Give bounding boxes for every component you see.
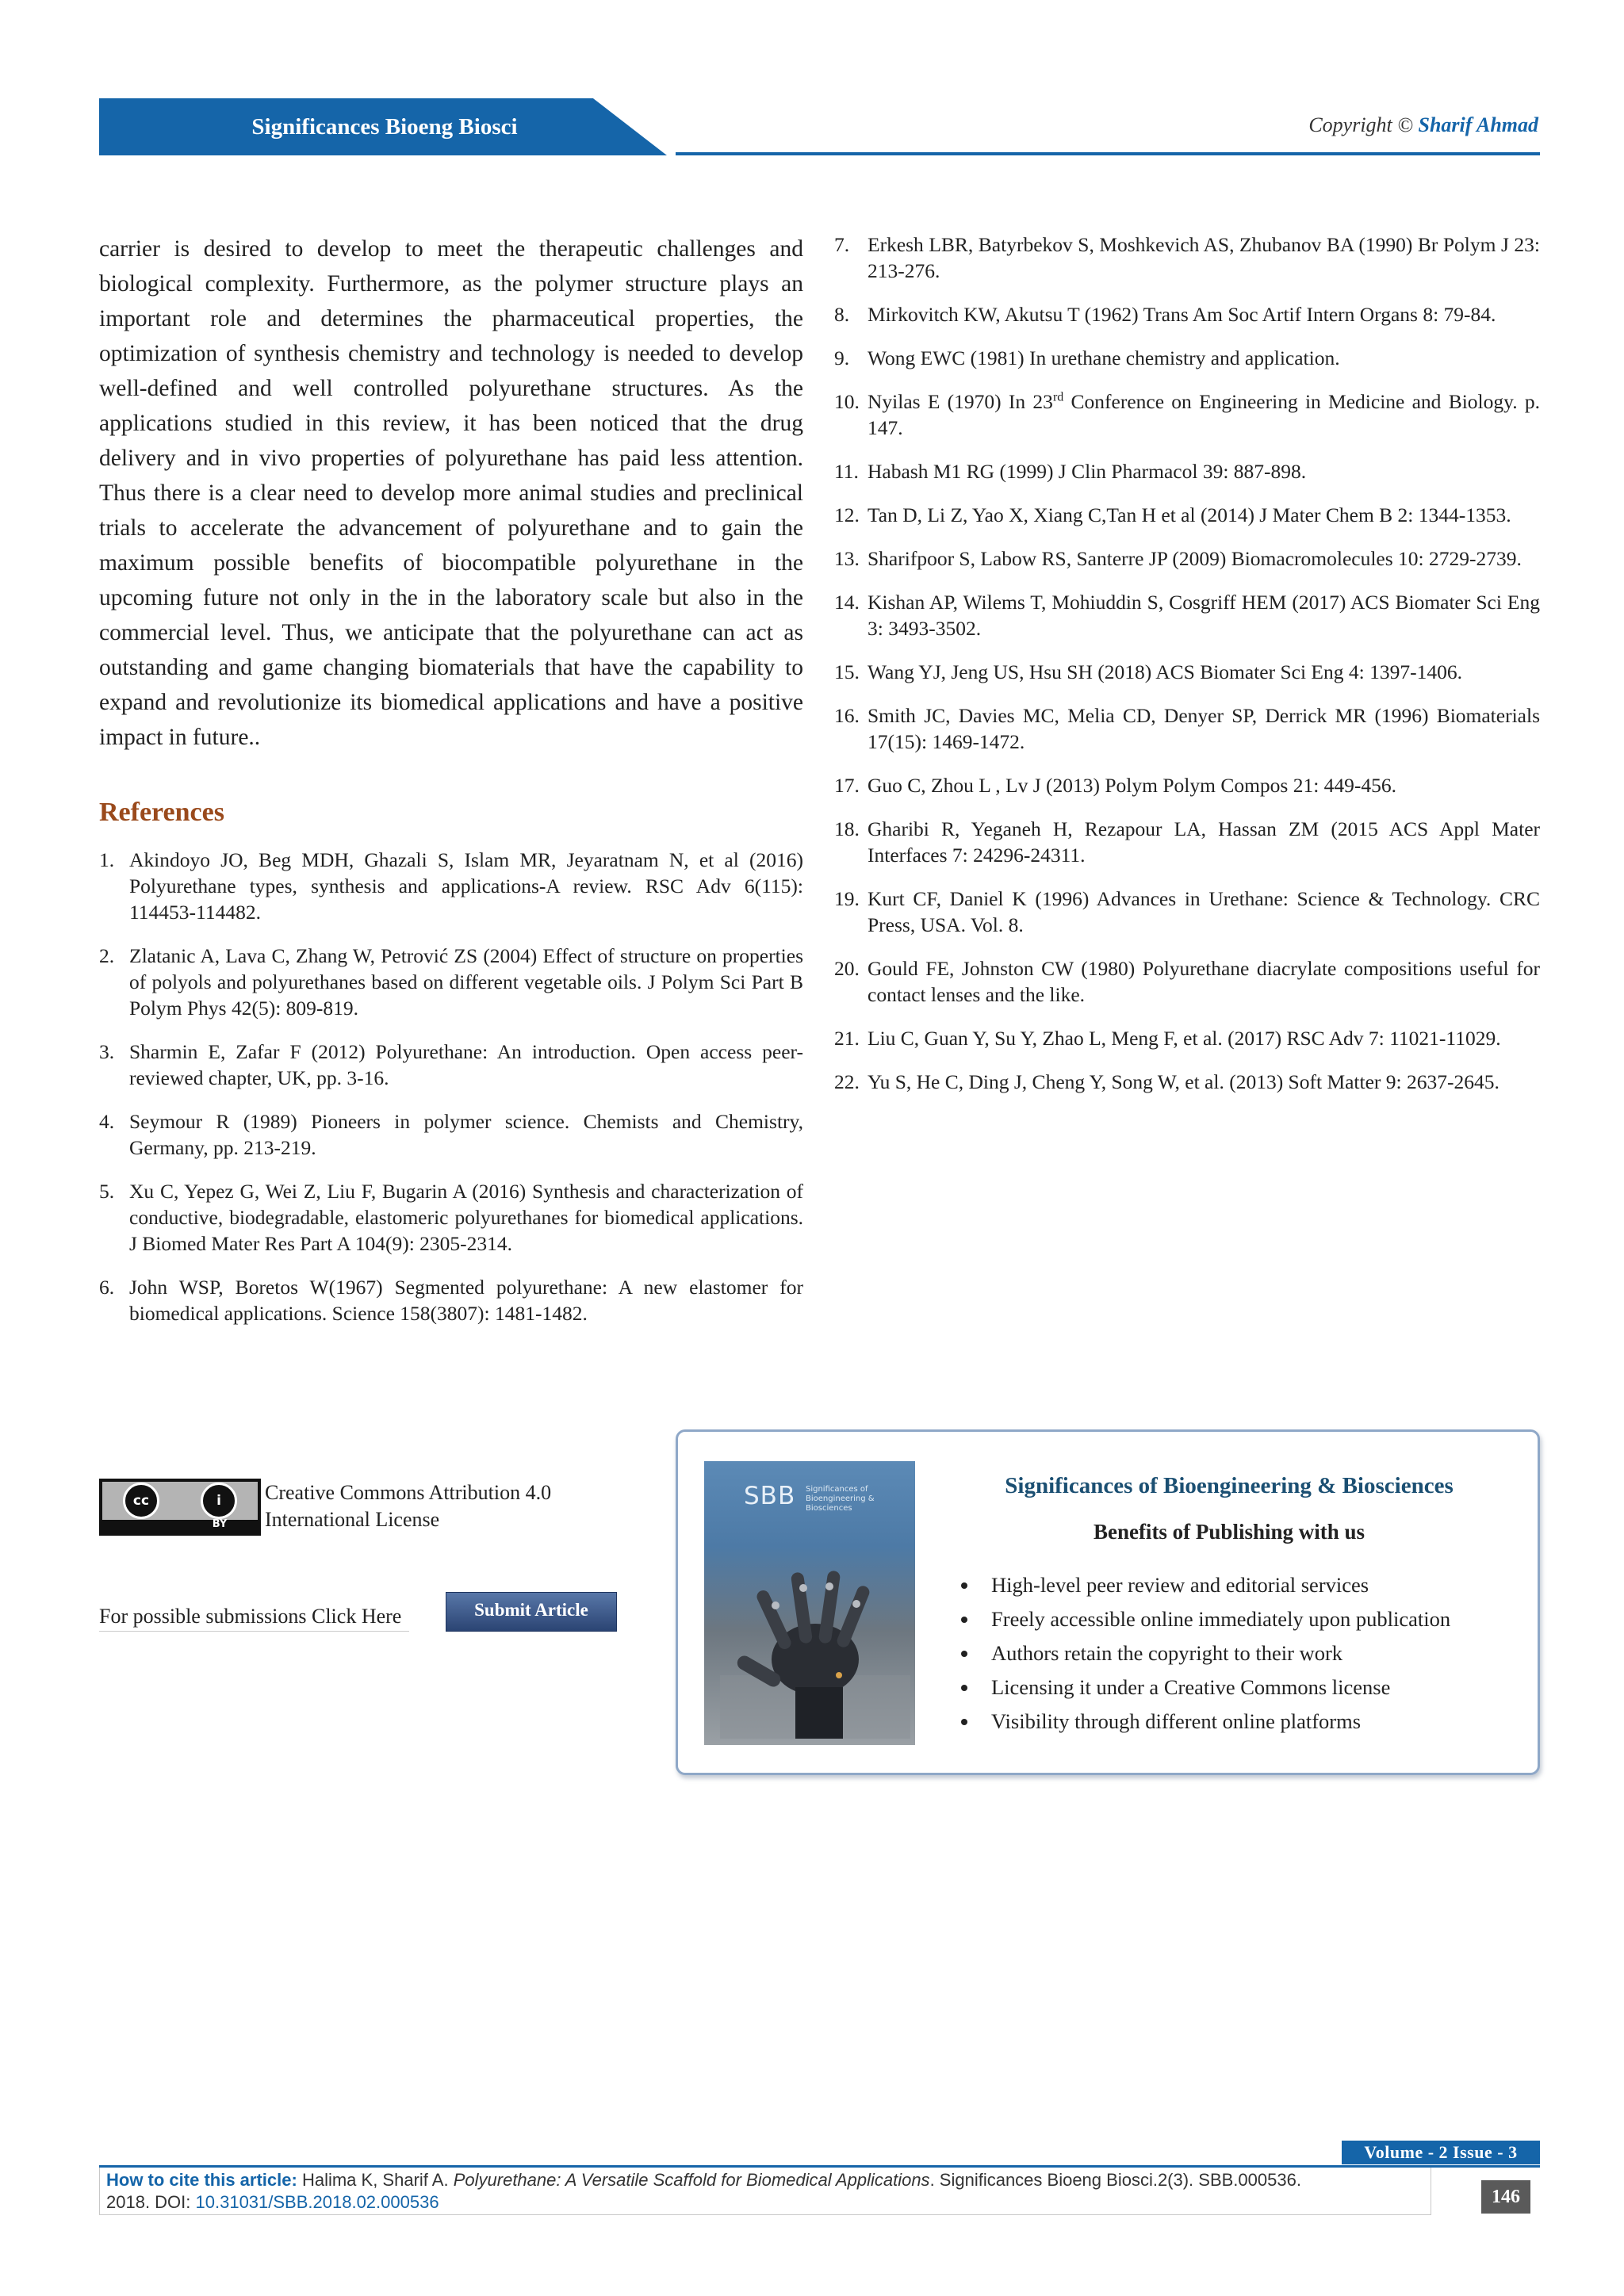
reference-number: 8. <box>834 303 850 326</box>
cite-label: How to cite this article: <box>106 2170 297 2190</box>
page-number: 146 <box>1481 2180 1530 2214</box>
submission-link[interactable] <box>99 1605 401 1628</box>
reference-text: Zlatanic A, Lava C, Zhang W, Petrović ZS (2004) Effect of structure on properties of polyols and polyurethanes based on different vegetable oils. J Polym Sci Part B Polym Phys 42(5): 809-819. <box>129 944 803 1020</box>
reference-number: 13. <box>834 547 860 570</box>
reference-text: Sharmin E, Zafar F (2012) Polyurethane: An introduction. Open access peer-reviewed chapter, UK, pp. 3-16. <box>129 1040 803 1089</box>
reference-item <box>99 847 803 925</box>
reference-text: Xu C, Yepez G, Wei Z, Liu F, Bugarin A (2016) Synthesis and characterization of conductive, biodegradable, elastomeric polyurethanes for biomedical applications. J Biomed Mater Res Part A 104(9): 2305-2314. <box>129 1180 803 1255</box>
copyright-notice <box>1308 113 1538 137</box>
citation-box <box>99 2168 1431 2215</box>
reference-text: Wang YJ, Jeng US, Hsu SH (2018) ACS Biomater Sci Eng 4: 1397-1406. <box>868 660 1462 683</box>
reference-item <box>834 545 1540 572</box>
reference-number: 12. <box>834 503 860 526</box>
robotic-hand-icon <box>720 1556 910 1739</box>
reference-item <box>834 1025 1540 1051</box>
reference-text: Liu C, Guan Y, Su Y, Zhao L, Meng F, et al. (2017) RSC Adv 7: 11021-11029. <box>868 1027 1501 1050</box>
reference-item <box>99 1108 803 1161</box>
reference-item <box>834 1069 1540 1095</box>
submission-label: For possible submissions Click Here <box>99 1605 402 1628</box>
reference-text: Habash M1 RG (1999) J Clin Pharmacol 39: 887-898. <box>868 460 1307 483</box>
reference-text: Smith JC, Davies MC, Melia CD, Denyer SP, Derrick MR (1996) Biomaterials 17(15): 1469-1472. <box>868 704 1540 753</box>
reference-number: 14. <box>834 591 860 614</box>
reference-text: Wong EWC (1981) In urethane chemistry and application. <box>868 346 1340 369</box>
benefit-item: Licensing it under a Creative Commons license <box>959 1670 1450 1705</box>
reference-text: Tan D, Li Z, Yao X, Xiang C,Tan H et al (2014) J Mater Chem B 2: 1344-1353. <box>868 503 1511 526</box>
reference-item <box>834 388 1540 441</box>
benefit-item: Freely accessible online immediately upon publication <box>959 1602 1450 1636</box>
volume-issue-badge: Volume - 2 Issue - 3 <box>1342 2141 1540 2164</box>
reference-text: Guo C, Zhou L , Lv J (2013) Polym Polym Compos 21: 449-456. <box>868 774 1397 797</box>
reference-number: 16. <box>834 704 860 727</box>
reference-item <box>834 772 1540 798</box>
reference-number: 21. <box>834 1027 860 1050</box>
reference-item <box>99 1039 803 1091</box>
reference-item <box>99 943 803 1021</box>
copyright-prefix: Copyright © <box>1308 113 1414 136</box>
reference-item <box>834 502 1540 528</box>
reference-item <box>834 589 1540 641</box>
reference-number: 2. <box>99 944 115 967</box>
reference-number: 5. <box>99 1180 115 1203</box>
reference-item <box>834 659 1540 685</box>
reference-text: Sharifpoor S, Labow RS, Santerre JP (2009) Biomacromolecules 10: 2729-2739. <box>868 547 1522 570</box>
journal-cover-image[interactable] <box>704 1461 915 1745</box>
cc-icon: cc <box>123 1483 159 1519</box>
reference-number: 7. <box>834 233 850 256</box>
header-rule <box>676 152 1540 155</box>
reference-item <box>834 816 1540 868</box>
reference-text: John WSP, Boretos W(1967) Segmented polyurethane: A new elastomer for biomedical applications. Science 158(3807): 1481-1482. <box>129 1276 803 1325</box>
cite-details: . Significances Bioeng Biosci.2(3). SBB.000536. <box>929 2170 1301 2190</box>
reference-number: 1. <box>99 848 115 871</box>
references-heading: References <box>99 798 224 827</box>
reference-number: 22. <box>834 1070 860 1093</box>
reference-text: Mirkovitch KW, Akutsu T (1962) Trans Am Soc Artif Intern Organs 8: 79-84. <box>868 303 1496 326</box>
reference-item <box>834 232 1540 284</box>
promo-journal-title: Significances of Bioengineering & Biosciences <box>1005 1473 1454 1498</box>
conclusion-paragraph: carrier is desired to develop to meet the therapeutic challenges and biological complexity. Furthermore, as the polymer structure plays an important role and determines the pharmaceutical properties, the optimization of synthesis chemistry and technology is needed to develop well-defined and well controlled polyurethane structures. As the applications studied in this review, it has been noticed that the drug delivery and in vivo properties of polyurethane has paid less attention. Thus there is a clear need to develop more animal studies and preclinical trials to accelerate the advancement of polyurethane and to gain the maximum possible benefits of biocompatible polyurethane in the upcoming future not only in the in the laboratory scale but also in the commercial level. Thus, we anticipate that the polyurethane can act as outstanding and game changing biomaterials that have the capability to expand and revolutionize its biomedical applications and have a positive impact in future.. <box>99 236 803 750</box>
submit-article-button[interactable]: Submit Article <box>446 1592 617 1632</box>
reference-number: 4. <box>99 1110 115 1133</box>
reference-item <box>834 886 1540 938</box>
reference-text: Seymour R (1989) Pioneers in polymer science. Chemists and Chemistry, Germany, pp. 213-219. <box>129 1110 803 1159</box>
journal-short-title: Significances Bioeng Biosci <box>251 113 518 140</box>
reference-item <box>834 702 1540 755</box>
benefit-item: Authors retain the copyright to their work <box>959 1636 1450 1670</box>
benefit-item: Visibility through different online platforms <box>959 1705 1450 1739</box>
cc-by-label: BY <box>212 1518 228 1530</box>
cite-title: Polyurethane: A Versatile Scaffold for Biomedical Applications <box>453 2170 930 2190</box>
reference-item <box>834 458 1540 484</box>
reference-number: 19. <box>834 887 860 910</box>
cover-logo: SBB <box>744 1482 796 1510</box>
reference-superscript: rd <box>1052 390 1064 404</box>
cite-authors: Halima K, Sharif A. <box>301 2170 449 2190</box>
cover-subtitle: Significances of Bioengineering & Biosciences <box>806 1485 875 1513</box>
cc-by-license-badge[interactable] <box>99 1479 261 1536</box>
reference-text: Kurt CF, Daniel K (1996) Advances in Urethane: Science & Technology. CRC Press, USA. Vol. 8. <box>868 887 1540 936</box>
reference-number: 20. <box>834 957 860 980</box>
attribution-icon: i <box>201 1483 237 1519</box>
reference-text: Akindoyo JO, Beg MDH, Ghazali S, Islam MR, Jeyaratnam N, et al (2016) Polyurethane types, synthesis and applications-A review. RSC Adv 6(115): 114453-114482. <box>129 848 803 924</box>
reference-number: 6. <box>99 1276 115 1299</box>
license-text: Creative Commons Attribution 4.0 International License <box>265 1481 552 1531</box>
reference-item <box>834 345 1540 371</box>
reference-item <box>99 1178 803 1257</box>
reference-list-right <box>834 232 1540 1112</box>
reference-number: 11. <box>834 460 859 483</box>
reference-number: 17. <box>834 774 860 797</box>
reference-number: 3. <box>99 1040 115 1063</box>
reference-text: Erkesh LBR, Batyrbekov S, Moshkevich AS, Zhubanov BA (1990) Br Polym J 23: 213-276. <box>868 233 1540 282</box>
doi-link[interactable]: 10.31031/SBB.2018.02.000536 <box>195 2192 439 2212</box>
reference-text: Gould FE, Johnston CW (1980) Polyurethane diacrylate compositions useful for contact lenses and the like. <box>868 957 1540 1006</box>
reference-text: Gharibi R, Yeganeh H, Rezapour LA, Hassan ZM (2015 ACS Appl Mater Interfaces 7: 24296-24311. <box>868 817 1540 867</box>
reference-number: 15. <box>834 660 860 683</box>
promo-subtitle: Benefits of Publishing with us <box>1093 1520 1365 1544</box>
reference-text-before: Nyilas E (1970) In 23 <box>868 390 1053 413</box>
reference-item <box>99 1274 803 1326</box>
benefit-item: High-level peer review and editorial services <box>959 1568 1450 1602</box>
submission-underline <box>99 1631 409 1632</box>
reference-number: 9. <box>834 346 850 369</box>
reference-text: Yu S, He C, Ding J, Cheng Y, Song W, et al. (2013) Soft Matter 9: 2637-2645. <box>868 1070 1500 1093</box>
reference-item <box>834 955 1540 1008</box>
copyright-author: Sharif Ahmad <box>1418 113 1538 136</box>
reference-number: 18. <box>834 817 860 840</box>
reference-text: Kishan AP, Wilems T, Mohiuddin S, Cosgriff HEM (2017) ACS Biomater Sci Eng 3: 3493-3502. <box>868 591 1540 640</box>
cite-year: 2018. DOI: <box>106 2192 191 2212</box>
reference-number: 10. <box>834 390 860 413</box>
reference-item <box>834 301 1540 327</box>
reference-list-left <box>99 847 803 1344</box>
benefits-list <box>959 1568 1450 1739</box>
reference-text-after: Conference on Engineering in Medicine and Biology. p. 147. <box>868 390 1540 439</box>
cc-badge-icons <box>102 1482 258 1520</box>
